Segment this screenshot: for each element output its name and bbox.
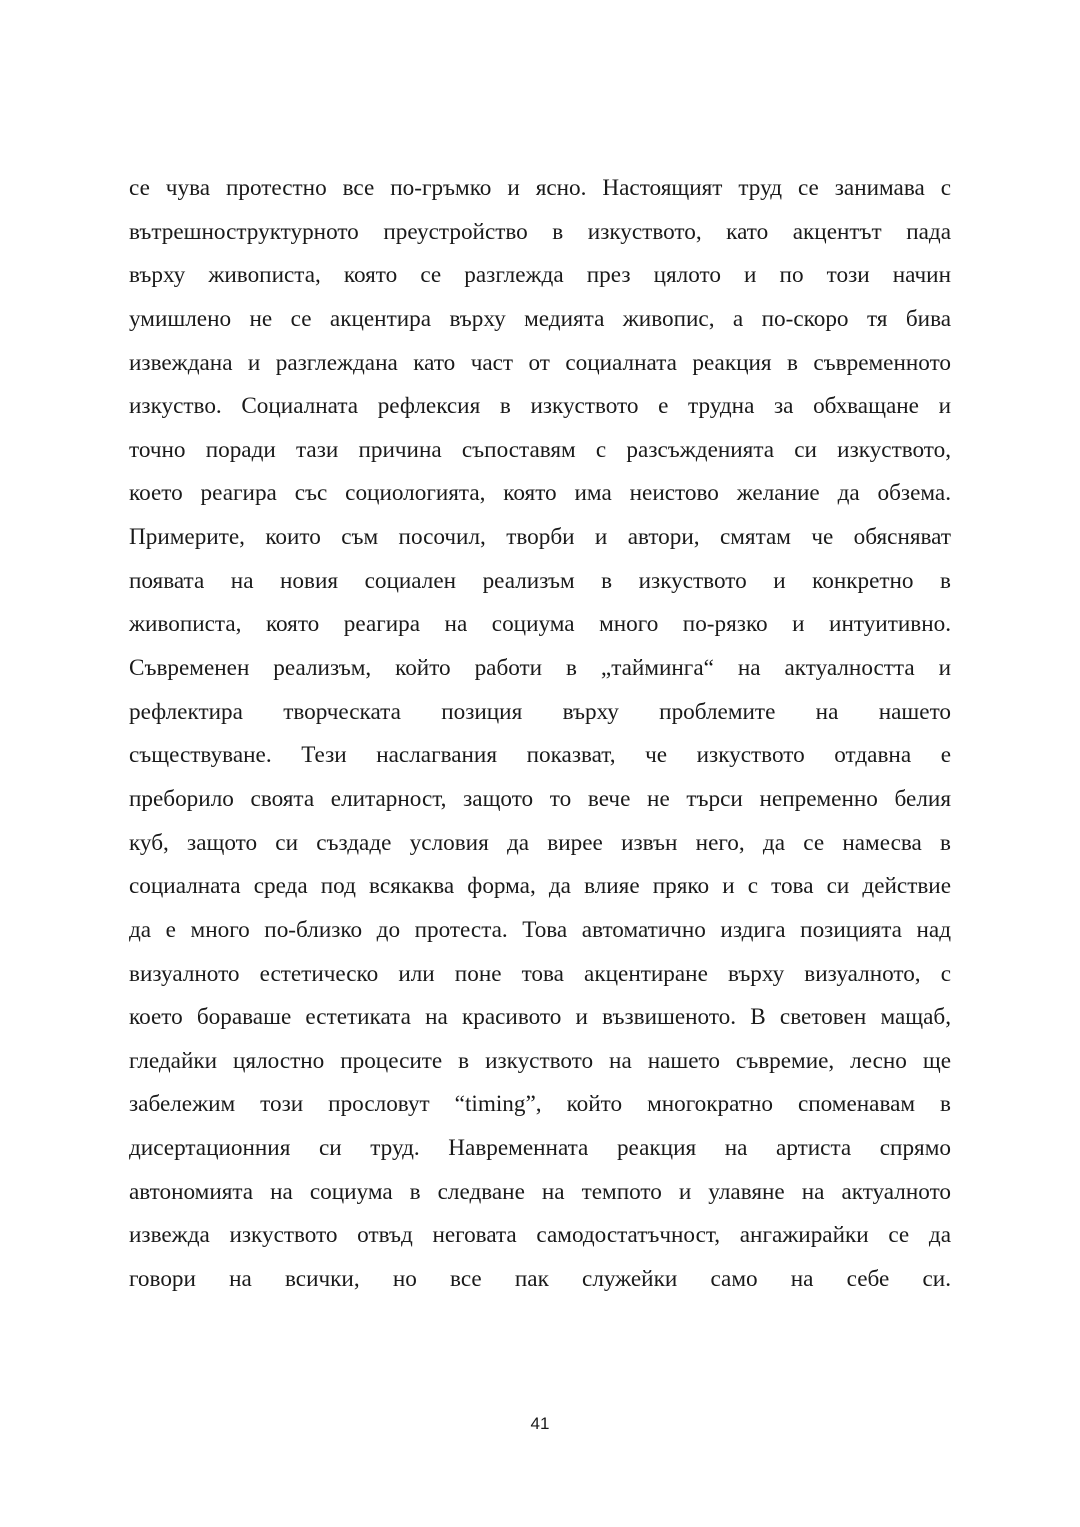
text-line: автономията на социума в следване на темпото и улавяне на актуалното — [129, 1178, 951, 1205]
text-line: куб, защото си създаде условия да вирее извън него, да се намесва в — [129, 829, 951, 856]
text-line: умишлено не се акцентира върху медията живопис, а по-скоро тя бива — [129, 305, 951, 332]
text-line: говори на всички, но все пак служейки само на себе си. — [129, 1266, 951, 1293]
text-line: забележим този прословут “timing”, който многократно споменавам в — [129, 1091, 951, 1118]
text-line: Примерите, които съм посочил, творби и автори, смятам че обясняват — [129, 524, 951, 551]
body-paragraph — [129, 167, 951, 1302]
text-line: съществуване. Тези наслагвания показват, че изкуството отдавна е — [129, 742, 951, 769]
text-line: извеждана и разглеждана като част от социалната реакция в съвременното — [129, 349, 951, 376]
text-line: вътрешноструктурното преустройство в изкуството, като акцентът пада — [129, 218, 951, 245]
text-line: което реагира със социологията, която има неистово желание да обзема. — [129, 480, 951, 507]
text-line: да е много по-близко до протеста. Това автоматично издига позицията над — [129, 916, 951, 943]
text-line: се чува протестно все по-гръмко и ясно. Настоящият труд се занимава с — [129, 175, 951, 201]
text-line: появата на новия социален реализъм в изкуството и конкретно в — [129, 567, 951, 594]
text-line: което бораваше естетиката на красивото и възвишеното. В световен мащаб, — [129, 1004, 951, 1031]
text-line: гледайки цялостно процесите в изкуството на нашето съвремие, лесно ще — [129, 1047, 951, 1074]
text-line: рефлектира творческата позиция върху проблемите на нашето — [129, 698, 951, 725]
text-line: Съвременен реализъм, който работи в „тайминга“ на актуалността и — [129, 655, 951, 682]
text-line: извежда изкуството отвъд неговата самодостатъчност, ангажирайки се да — [129, 1222, 951, 1249]
text-line: преборило своята елитарност, защото то вече не търси непременно белия — [129, 785, 951, 812]
text-line: точно поради тази причина съпоставям с разсъжденията си изкуството, — [129, 436, 951, 463]
text-line: визуалното естетическо или поне това акцентиране върху визуалното, с — [129, 960, 951, 987]
text-line: дисертационния си труд. Навременната реакция на артиста спрямо — [129, 1135, 951, 1162]
text-line: живописта, която реагира на социума много по-рязко и интуитивно. — [129, 611, 951, 638]
text-line: изкуство. Социалната рефлексия в изкуството е трудна за обхващане и — [129, 393, 951, 420]
text-line: върху живописта, която се разглежда през цялото и по този начин — [129, 262, 951, 289]
text-line: социалната среда под всякаква форма, да влияе пряко и с това си действие — [129, 873, 951, 900]
page-number: 41 — [530, 1414, 550, 1433]
